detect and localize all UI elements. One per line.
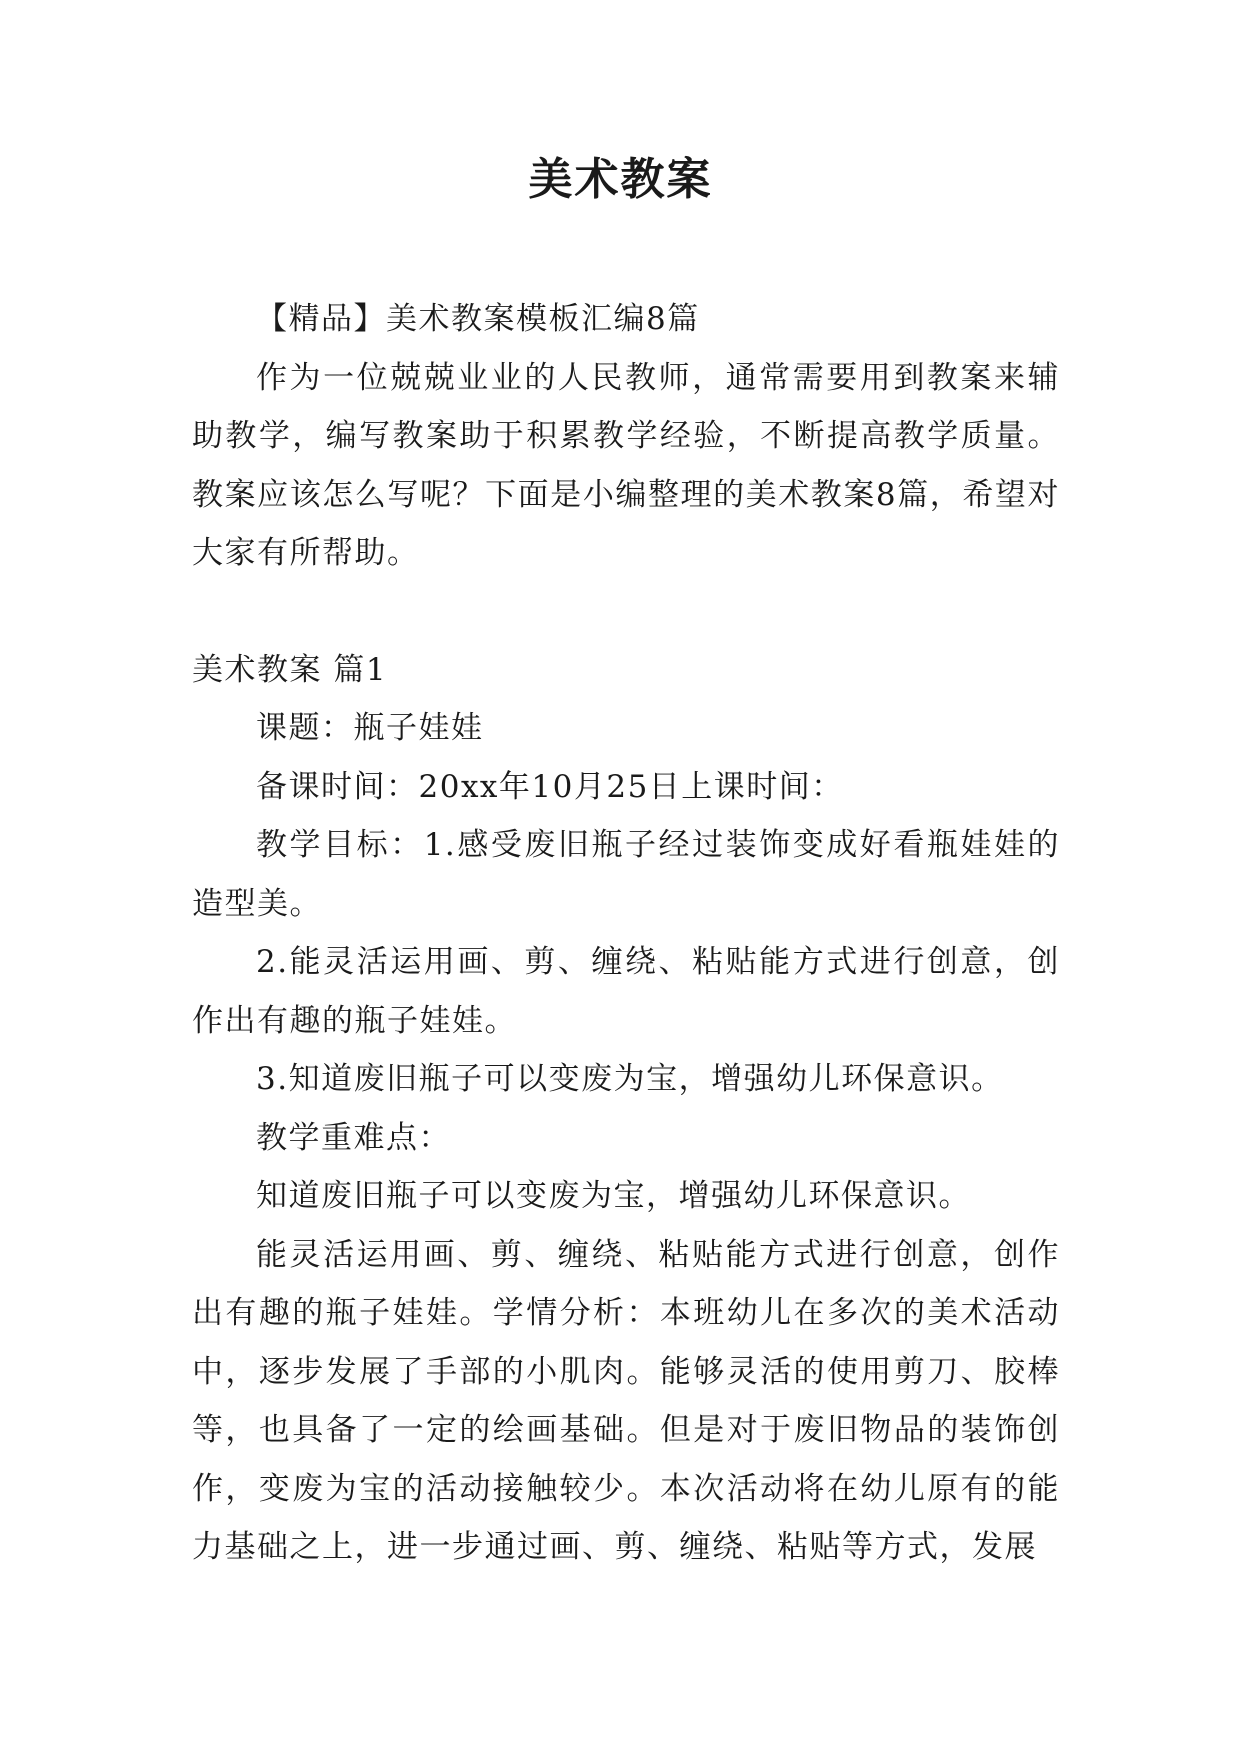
section-heading: 美术教案 篇1: [192, 651, 388, 688]
lesson-goal-2: 2.能灵活运用画、剪、缠绕、粘贴能方式进行创意，创作出有趣的瓶子娃娃。: [192, 944, 1060, 1039]
lesson-goal-3: 3.知道废旧瓶子可以变废为宝，增强幼儿环保意识。: [256, 1061, 1004, 1097]
document-title: 美术教案: [528, 154, 713, 205]
document-body: [192, 290, 1060, 1577]
intro-heading: 【精品】美术教案模板汇编8篇: [256, 301, 700, 337]
key-point-1: 知道废旧瓶子可以变废为宝，增强幼儿环保意识。: [256, 1178, 971, 1214]
key-point-2-and-analysis: 能灵活运用画、剪、缠绕、粘贴能方式进行创意，创作出有趣的瓶子娃娃。学情分析：本班幼儿在多次的美术活动中，逐步发展了手部的小肌肉。能够灵活的使用剪刀、胶棒等，也具备了一定的绘画基础。但是对于废旧物品的装饰创作，变废为宝的活动接触较少。本次活动将在幼儿原有的能力基础之上，进一步通过画、剪、缠绕、粘贴等方式，发展: [192, 1236, 1060, 1565]
key-points-label: 教学重难点：: [256, 1119, 451, 1156]
lesson-prep-time: 备课时间：20xx年10月25日上课时间：: [256, 768, 844, 805]
lesson-topic: 课题：瓶子娃娃: [256, 710, 484, 746]
intro-paragraph: 作为一位兢兢业业的人民教师，通常需要用到教案来辅助教学，编写教案助于积累教学经验，不断提高教学质量。教案应该怎么写呢？下面是小编整理的美术教案8篇，希望对大家有所帮助。: [192, 359, 1060, 571]
lesson-goal-1: 教学目标：1.感受废旧瓶子经过装饰变成好看瓶娃娃的造型美。: [192, 827, 1060, 922]
